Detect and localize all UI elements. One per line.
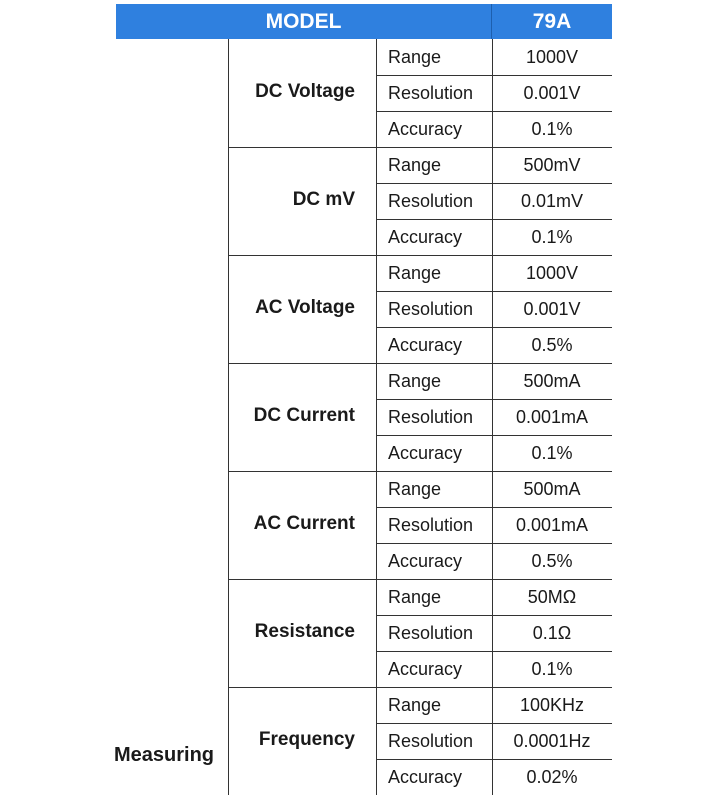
category-label-ac-voltage: AC Voltage (255, 297, 355, 318)
param-column-border (376, 39, 377, 795)
row-divider (376, 507, 612, 508)
param-value-dc-current-range: 500mA (523, 371, 581, 391)
row-divider (376, 759, 612, 760)
param-value-frequency-range: 100KHz (519, 695, 585, 715)
param-value-ac-current-resolution: 0.001mA (515, 515, 589, 535)
param-label-range: Range (388, 263, 442, 283)
category-divider (228, 147, 612, 148)
row-divider (376, 75, 612, 76)
category-label-dc-mv: DC mV (292, 189, 355, 210)
category-label-ac-current: AC Current (253, 513, 355, 534)
param-value-dc-voltage-range: 1000V (525, 47, 579, 67)
row-divider (376, 651, 612, 652)
category-label-resistance: Resistance (254, 621, 355, 642)
param-label-accuracy: Accuracy (388, 119, 463, 139)
row-divider (376, 219, 612, 220)
param-label-accuracy: Accuracy (388, 659, 463, 679)
param-value-dc-voltage-accuracy: 0.1% (531, 119, 573, 139)
table-header (116, 4, 612, 39)
param-value-dc-mv-range: 500mV (523, 155, 581, 175)
row-divider (376, 399, 612, 400)
param-label-resolution: Resolution (388, 191, 474, 211)
param-label-resolution: Resolution (388, 623, 474, 643)
param-label-accuracy: Accuracy (388, 443, 463, 463)
param-label-range: Range (388, 587, 442, 607)
spec-table (116, 4, 612, 800)
param-value-ac-current-accuracy: 0.5% (531, 551, 573, 571)
param-label-range: Range (388, 155, 442, 175)
category-divider (228, 687, 612, 688)
row-divider (376, 543, 612, 544)
param-value-resistance-resolution: 0.1Ω (532, 623, 572, 643)
category-label-dc-current: DC Current (253, 405, 355, 426)
row-divider (376, 615, 612, 616)
param-value-dc-current-accuracy: 0.1% (531, 443, 573, 463)
param-value-ac-voltage-range: 1000V (525, 263, 579, 283)
param-value-ac-current-range: 500mA (523, 479, 581, 499)
row-divider (376, 111, 612, 112)
row-divider (376, 183, 612, 184)
section-label-measuring: Measuring (114, 744, 215, 766)
row-divider (376, 327, 612, 328)
category-label-frequency: Frequency (258, 729, 355, 750)
param-label-range: Range (388, 479, 442, 499)
param-value-dc-voltage-resolution: 0.001V (523, 83, 581, 103)
param-label-accuracy: Accuracy (388, 551, 463, 571)
model-number-header: 79A (532, 10, 572, 33)
param-label-resolution: Resolution (388, 515, 474, 535)
param-label-range: Range (388, 371, 442, 391)
param-value-ac-voltage-accuracy: 0.5% (531, 335, 573, 355)
param-value-frequency-accuracy: 0.02% (526, 767, 578, 787)
category-divider (228, 471, 612, 472)
row-divider (376, 291, 612, 292)
param-label-resolution: Resolution (388, 407, 474, 427)
category-divider (228, 363, 612, 364)
row-divider (376, 435, 612, 436)
param-value-ac-voltage-resolution: 0.001V (523, 299, 581, 319)
param-label-resolution: Resolution (388, 299, 474, 319)
param-value-frequency-resolution: 0.0001Hz (513, 731, 591, 751)
category-divider (228, 255, 612, 256)
category-label-dc-voltage: DC Voltage (255, 81, 355, 102)
param-value-resistance-range: 50MΩ (527, 587, 577, 607)
param-label-accuracy: Accuracy (388, 227, 463, 247)
category-divider (228, 579, 612, 580)
param-label-range: Range (388, 695, 442, 715)
row-divider (376, 723, 612, 724)
param-value-dc-current-resolution: 0.001mA (515, 407, 589, 427)
param-label-accuracy: Accuracy (388, 767, 463, 787)
param-value-resistance-accuracy: 0.1% (531, 659, 573, 679)
model-header-label: MODEL (265, 10, 342, 33)
param-value-dc-mv-accuracy: 0.1% (531, 227, 573, 247)
param-value-dc-mv-resolution: 0.01mV (520, 191, 584, 211)
param-label-resolution: Resolution (388, 83, 474, 103)
param-label-range: Range (388, 47, 442, 67)
param-label-resolution: Resolution (388, 731, 474, 751)
param-label-accuracy: Accuracy (388, 335, 463, 355)
